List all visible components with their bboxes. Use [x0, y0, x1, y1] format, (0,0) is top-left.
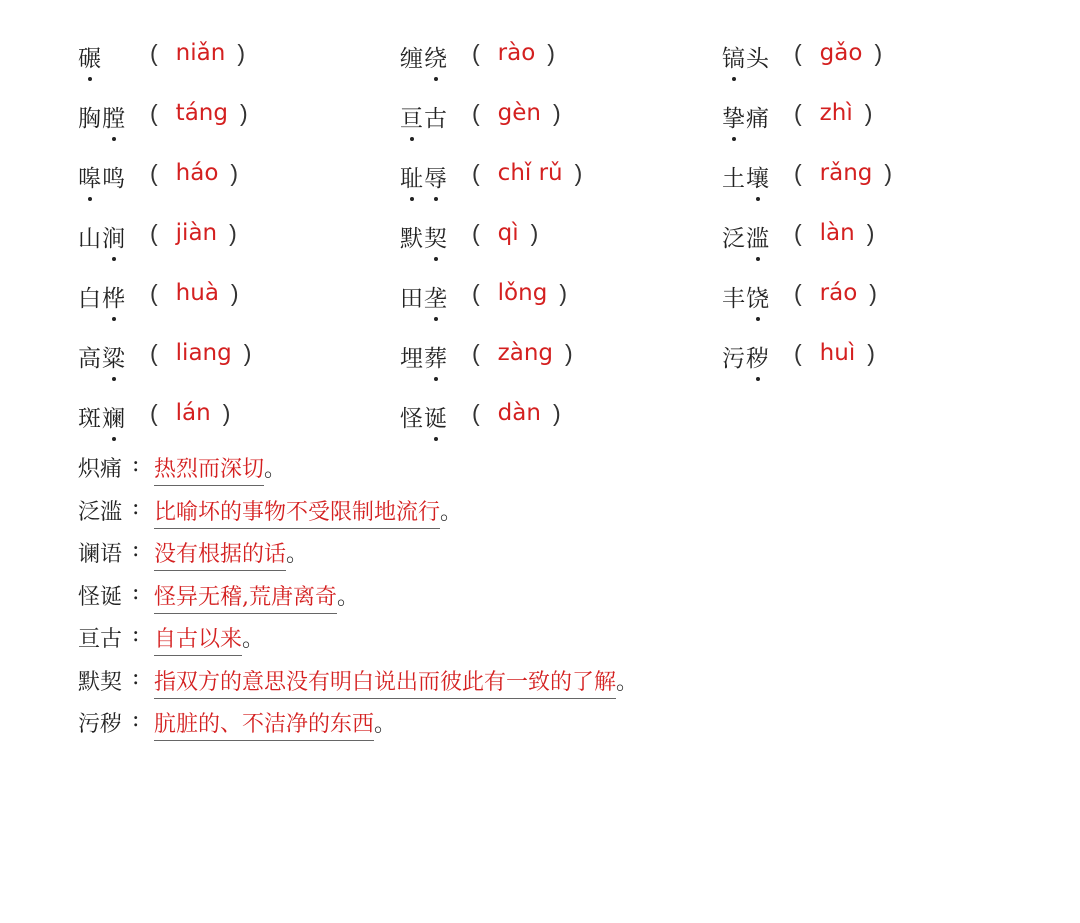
- pinyin-answer: zàng: [497, 340, 554, 366]
- open-paren: (: [472, 220, 480, 246]
- close-paren: ): [547, 40, 555, 66]
- open-paren: (: [150, 40, 158, 66]
- vocab-item: [78, 100, 251, 160]
- vocab-word: [722, 100, 774, 133]
- vocab-word: [78, 280, 130, 313]
- vocab-column-3: [722, 40, 892, 400]
- pinyin-answer: lǒng: [497, 280, 548, 306]
- open-paren: (: [472, 400, 480, 426]
- word-char: 桦: [102, 280, 126, 313]
- definition-meaning: 自古以来: [154, 622, 242, 656]
- vocab-word: [400, 100, 452, 133]
- definitions-list: [78, 452, 638, 750]
- pinyin-answer: làn: [819, 220, 855, 246]
- word-char: 膛: [102, 100, 126, 133]
- pinyin-answer: jiàn: [175, 220, 218, 246]
- vocab-word: [400, 340, 452, 373]
- vocab-item: [722, 220, 892, 280]
- word-char: 土: [722, 166, 746, 192]
- open-paren: (: [794, 340, 802, 366]
- definition-term: 亘古: [78, 627, 123, 652]
- word-char: 污: [722, 346, 746, 372]
- close-paren: ): [869, 280, 877, 306]
- vocab-item: [400, 280, 582, 340]
- vocab-word: [400, 220, 452, 253]
- definition-row: [78, 452, 638, 495]
- pinyin-answer: chǐ rǔ: [497, 160, 563, 186]
- vocab-word: [78, 340, 130, 373]
- vocab-word: [722, 40, 774, 73]
- vocab-item: [722, 340, 892, 400]
- vocab-word: [722, 160, 774, 193]
- vocab-word: [78, 40, 130, 73]
- vocab-item: [400, 100, 582, 160]
- definition-row: [78, 707, 638, 750]
- definition-meaning: 指双方的意思没有明白说出而彼此有一致的了解: [154, 665, 616, 699]
- vocab-column-2: [400, 40, 582, 460]
- definition-period: 。: [264, 457, 287, 482]
- definition-colon: :: [132, 664, 140, 690]
- word-char: 秽: [746, 340, 770, 373]
- word-char: 怪: [400, 406, 424, 432]
- word-char: 壤: [746, 160, 770, 193]
- definition-term: 污秽: [78, 712, 123, 737]
- word-char: 镐: [722, 40, 746, 73]
- close-paren: ): [565, 340, 573, 366]
- open-paren: (: [472, 340, 480, 366]
- word-char: 滥: [746, 220, 770, 253]
- word-char: 饶: [746, 280, 770, 313]
- word-char: 粱: [102, 340, 126, 373]
- definition-colon: :: [132, 622, 140, 647]
- pinyin-answer: háo: [175, 160, 219, 186]
- definition-meaning: 热烈而深切: [154, 452, 264, 486]
- word-char: 涧: [102, 220, 126, 253]
- word-char: 埋: [400, 346, 424, 372]
- definition-colon: :: [132, 579, 140, 605]
- vocab-item: [400, 400, 582, 460]
- vocab-word: [400, 280, 452, 313]
- open-paren: (: [472, 100, 480, 126]
- pinyin-answer: táng: [175, 100, 228, 126]
- word-char: 胸: [78, 106, 102, 132]
- vocab-word: [722, 220, 774, 253]
- open-paren: (: [794, 280, 802, 306]
- vocab-item: [78, 160, 251, 220]
- word-char: 鸣: [102, 166, 126, 192]
- word-char: 白: [78, 286, 102, 312]
- open-paren: (: [150, 280, 158, 306]
- vocab-item: [78, 400, 251, 460]
- close-paren: ): [866, 220, 875, 246]
- definition-row: [78, 580, 638, 623]
- open-paren: (: [150, 340, 158, 366]
- open-paren: (: [472, 40, 480, 66]
- vocab-word: [400, 40, 452, 73]
- vocab-word: [78, 100, 130, 133]
- definition-colon: :: [132, 537, 140, 562]
- definition-row: [78, 665, 638, 708]
- definition-period: 。: [242, 627, 265, 652]
- close-paren: ): [243, 340, 252, 366]
- word-char: 绕: [424, 40, 448, 73]
- close-paren: ): [530, 220, 539, 246]
- definition-meaning: 肮脏的、不洁净的东西: [154, 707, 374, 741]
- close-paren: ): [230, 160, 239, 186]
- vocab-word: [78, 160, 130, 193]
- definition-colon: :: [132, 452, 140, 477]
- definition-period: 。: [616, 669, 639, 695]
- close-paren: ): [574, 160, 583, 186]
- vocab-item: [400, 220, 582, 280]
- definition-period: 。: [440, 499, 463, 525]
- vocab-item: [400, 40, 582, 100]
- open-paren: (: [150, 220, 158, 246]
- open-paren: (: [472, 280, 480, 306]
- definition-meaning: 怪异无稽,荒唐离奇: [154, 580, 337, 614]
- word-char: 嗥: [78, 160, 102, 193]
- word-char: 辱: [424, 160, 448, 193]
- close-paren: ): [874, 40, 883, 66]
- close-paren: ): [229, 220, 237, 246]
- open-paren: (: [794, 40, 802, 66]
- definition-term: 泛滥: [78, 499, 123, 525]
- word-char: 碾: [78, 40, 102, 73]
- definition-row: [78, 537, 638, 580]
- pinyin-answer: huà: [175, 280, 219, 306]
- word-char: 诞: [424, 400, 448, 433]
- word-char: 田: [400, 286, 424, 312]
- vocab-word: [722, 280, 774, 313]
- open-paren: (: [150, 100, 158, 126]
- open-paren: (: [794, 220, 802, 246]
- close-paren: ): [230, 280, 239, 306]
- vocab-item: [722, 40, 892, 100]
- vocab-word: [400, 160, 452, 193]
- vocab-item: [722, 160, 892, 220]
- close-paren: ): [553, 100, 561, 126]
- word-char: 默: [400, 226, 424, 252]
- close-paren: ): [237, 40, 245, 66]
- close-paren: ): [222, 400, 231, 426]
- open-paren: (: [150, 160, 158, 186]
- pinyin-answer: zhì: [819, 100, 853, 126]
- definition-meaning: 比喻坏的事物不受限制地流行: [154, 495, 440, 529]
- word-char: 斑: [78, 406, 102, 432]
- pinyin-answer: niǎn: [175, 40, 226, 66]
- vocab-word: [722, 340, 774, 373]
- pinyin-answer: rǎng: [819, 160, 873, 186]
- word-char: 高: [78, 346, 102, 372]
- vocab-item: [78, 280, 251, 340]
- word-char: 亘: [400, 100, 424, 133]
- definition-period: 。: [374, 712, 397, 737]
- word-char: 丰: [722, 286, 746, 312]
- vocab-item: [722, 280, 892, 340]
- vocab-item: [400, 160, 582, 220]
- close-paren: ): [559, 280, 567, 306]
- word-char: 耻: [400, 160, 424, 193]
- vocab-item: [78, 220, 251, 280]
- pinyin-answer: liang: [175, 340, 232, 366]
- close-paren: ): [884, 160, 893, 186]
- pinyin-answer: lán: [175, 400, 211, 426]
- definition-term: 谰语: [78, 542, 123, 567]
- definition-colon: :: [132, 494, 140, 520]
- word-char: 山: [78, 226, 102, 252]
- definition-term: 炽痛: [78, 457, 123, 482]
- word-char: 挚: [722, 100, 746, 133]
- vocab-word: [78, 400, 130, 433]
- definition-term: 怪诞: [78, 584, 123, 610]
- vocab-word: [400, 400, 452, 433]
- close-paren: ): [239, 100, 248, 126]
- pinyin-answer: dàn: [497, 400, 541, 426]
- close-paren: ): [864, 100, 873, 126]
- definition-period: 。: [286, 542, 309, 567]
- definition-meaning: 没有根据的话: [154, 537, 286, 571]
- definition-period: 。: [337, 584, 360, 610]
- pinyin-answer: huì: [819, 340, 856, 366]
- word-char: 缠: [400, 46, 424, 72]
- open-paren: (: [472, 160, 480, 186]
- vocab-item: [78, 340, 251, 400]
- word-char: 垄: [424, 280, 448, 313]
- pinyin-answer: ráo: [819, 280, 858, 306]
- word-char: 痛: [746, 106, 770, 132]
- definition-term: 默契: [78, 669, 123, 695]
- definition-row: [78, 495, 638, 538]
- vocab-word: [78, 220, 130, 253]
- vocab-column-1: [78, 40, 251, 460]
- word-char: 头: [746, 46, 770, 72]
- open-paren: (: [794, 160, 802, 186]
- close-paren: ): [552, 400, 561, 426]
- word-char: 斓: [102, 400, 126, 433]
- vocab-item: [78, 40, 251, 100]
- vocab-item: [400, 340, 582, 400]
- pinyin-answer: rào: [497, 40, 536, 66]
- open-paren: (: [150, 400, 158, 426]
- open-paren: (: [794, 100, 802, 126]
- pinyin-answer: gǎo: [819, 40, 863, 66]
- vocab-item: [722, 100, 892, 160]
- pinyin-answer: qì: [497, 220, 519, 246]
- word-char: 葬: [424, 340, 448, 373]
- word-char: 泛: [722, 226, 746, 252]
- word-char: 契: [424, 220, 448, 253]
- close-paren: ): [867, 340, 875, 366]
- definition-row: [78, 622, 638, 665]
- word-char: 古: [424, 106, 448, 132]
- definition-colon: :: [132, 707, 140, 732]
- pinyin-answer: gèn: [497, 100, 541, 126]
